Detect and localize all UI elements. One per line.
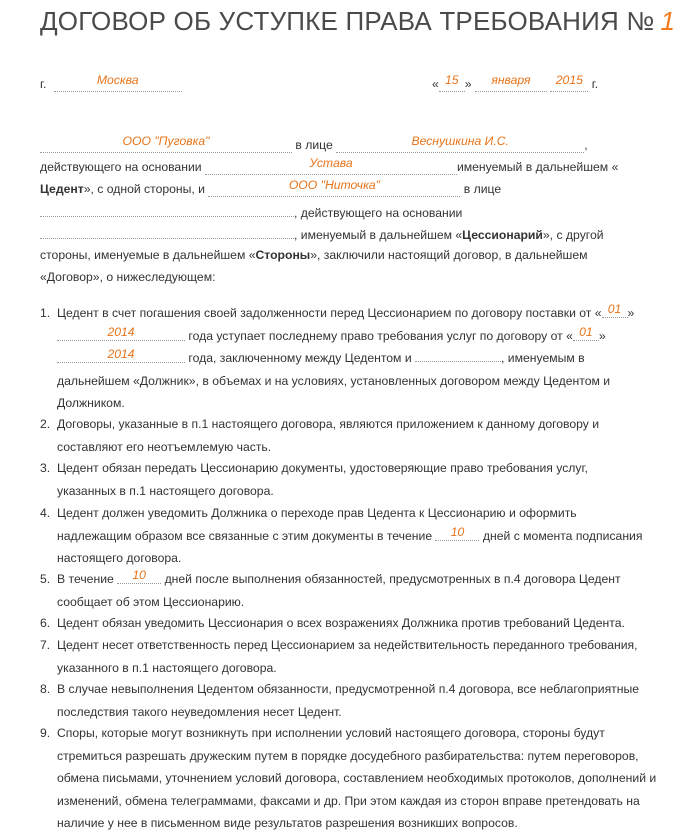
parties-line-4: , действующего на основании [40, 203, 462, 221]
debtor-name-field[interactable] [415, 348, 501, 362]
clause-4: 4. Цедент должен уведомить Должника о переходе прав Цедента к Цессионарию и оформить надлежащим образом все связанные с этим документы в течение 10 дней с момента подписания настоящего договора. [40, 506, 643, 565]
date-day-field[interactable]: 15 [439, 76, 465, 92]
clause-1: 1. Цедент в счет погашения своей задолженности перед Цессионарием по договору поставки от « 01 » 2014 года уступает последнему право требования услуг по договору от « 01 » 2014 года, заключенному между Цедентом и , именуемым в дальнейшем «Должник», в объемах и на условиях, установленных договором между Цедентом и Должником. [40, 302, 635, 410]
contract-number[interactable]: 1 [660, 6, 676, 36]
parties-line-3: Цедент», с одной стороны, и ООО "Ниточка" в лице [40, 178, 502, 196]
title-text: ДОГОВОР ОБ УСТУПКЕ ПРАВА ТРЕБОВАНИЯ № [40, 6, 655, 36]
clause-8: 8. В случае невыполнения Цедентом обязанности, предусмотренной п.4 договора, все неблагоприятные последствия такого неуведомления несет Цедент. [40, 682, 640, 719]
contract1-day-field[interactable]: 01 [602, 302, 628, 318]
place-line: г. Москва [40, 76, 182, 92]
cedent-name-field[interactable]: ООО "Пуговка" [40, 137, 292, 153]
contract1-year-field[interactable]: 2014 [57, 325, 185, 341]
cessionary-name-field[interactable]: ООО "Ниточка" [208, 181, 460, 197]
clause-9: 9. Споры, которые могут возникнуть при исполнении условий настоящего договора, стороны будут стремиться разрешать дружеским путем в порядке досудебного разбирательства: путем переговоров, обмена письмами, уточнением условий договора, составлением необходимых протоколов, дополнений и изменений, обмена телеграммами, факсами и др. При этом каждая из сторон вправе претендовать на наличие у нее в письменном виде результатов разрешения возникших вопросов. [40, 726, 657, 830]
document-title [40, 6, 680, 37]
basis-field[interactable]: Устава [205, 159, 457, 175]
clause-5: 5. В течение 10 дней после выполнения обязанностей, предусмотренных в п.4 договора Цедент сообщает об этом Цессионарию. [40, 568, 621, 609]
parties-line-1: ООО "Пуговка" в лице Веснушкина И.С. , [40, 137, 588, 153]
contract2-day-field[interactable]: 01 [573, 325, 599, 341]
cedent-rep-field[interactable]: Веснушкина И.С. [336, 137, 584, 153]
parties-line-2: действующего на основании Устава именуемый в дальнейшем « [40, 156, 619, 174]
date-month-field[interactable]: января [475, 76, 547, 92]
date-year-field[interactable]: 2015 [550, 76, 588, 92]
cessionary-basis-field[interactable] [40, 225, 294, 239]
parties-line-7: «Договор», о нижеследующем: [40, 270, 216, 284]
cessionary-rep-field[interactable] [40, 203, 294, 217]
parties-line-5: , именуемый в дальнейшем «Цессионарий», с другой [40, 225, 604, 243]
parties-line-6: стороны, именуемые в дальнейшем «Стороны», заключили настоящий договор, в дальнейшем [40, 248, 588, 262]
clause-7: 7. Цедент несет ответственность перед Цессионарием за недействительность переданного требования, указанного в п.1 настоящего договора. [40, 638, 638, 675]
clause-2: 2. Договоры, указанные в п.1 настоящего договора, являются приложением к данному договору и составляют его неотъемлемую часть. [40, 417, 600, 454]
contract2-year-field[interactable]: 2014 [57, 347, 185, 363]
city-field[interactable]: Москва [54, 76, 182, 92]
clause-6: 6. Цедент обязан уведомить Цессионария о всех возражениях Должника против требований Цедента. [40, 616, 625, 630]
clause-3: 3. Цедент обязан передать Цессионарию документы, удостоверяющие право требования услуг, указанных в п.1 настоящего договора. [40, 461, 588, 498]
date-line: « 15 » января 2015 г. [432, 73, 599, 91]
notify-days-field[interactable]: 10 [435, 525, 479, 541]
report-days-field[interactable]: 10 [117, 568, 161, 584]
